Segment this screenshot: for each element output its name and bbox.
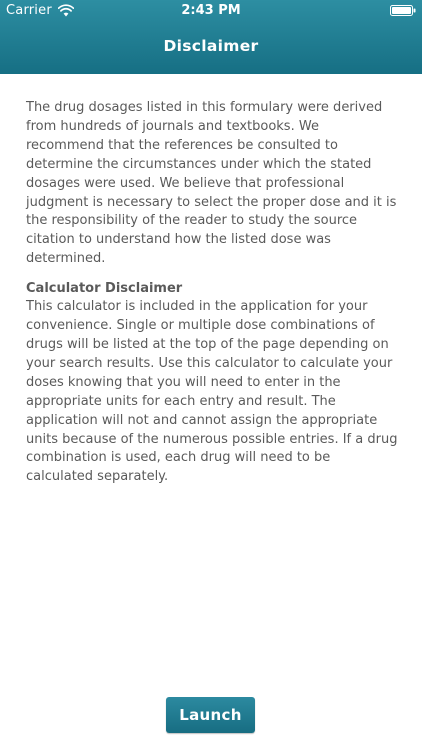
calculator-disclaimer-heading: Calculator Disclaimer xyxy=(26,281,183,297)
disclaimer-paragraph: The drug dosages listed in this formulary were derived from hundreds of journals and textbooks. We recommend that the references be consulted to determine the circumstances under which the stated dosages were used. We believe that professional judgment is necessary to select the proper dose and it is the responsibility of the reader to study the source citation to understand how the listed dose was determined. xyxy=(26,100,397,267)
status-time: 2:43 PM xyxy=(181,3,241,18)
status-bar xyxy=(0,0,422,22)
navigation-bar xyxy=(0,0,422,74)
carrier-label: Carrier xyxy=(6,3,52,18)
launch-button[interactable]: Launch xyxy=(166,697,255,733)
disclaimer-content xyxy=(26,99,398,487)
page-title: Disclaimer xyxy=(163,37,259,55)
battery-icon xyxy=(390,5,416,16)
calculator-disclaimer-paragraph: This calculator is included in the application for your convenience. Single or multiple dose combinations of drugs will be listed at the top of the page depending on your search results. Use this calculator to calculate your doses knowing that you will need to enter in the appropriate units for each entry and result. The application will not and cannot assign the appropriate units because of the numerous possible entries. If a drug combination is used, each drug will need to be calculated separately. xyxy=(26,299,398,485)
